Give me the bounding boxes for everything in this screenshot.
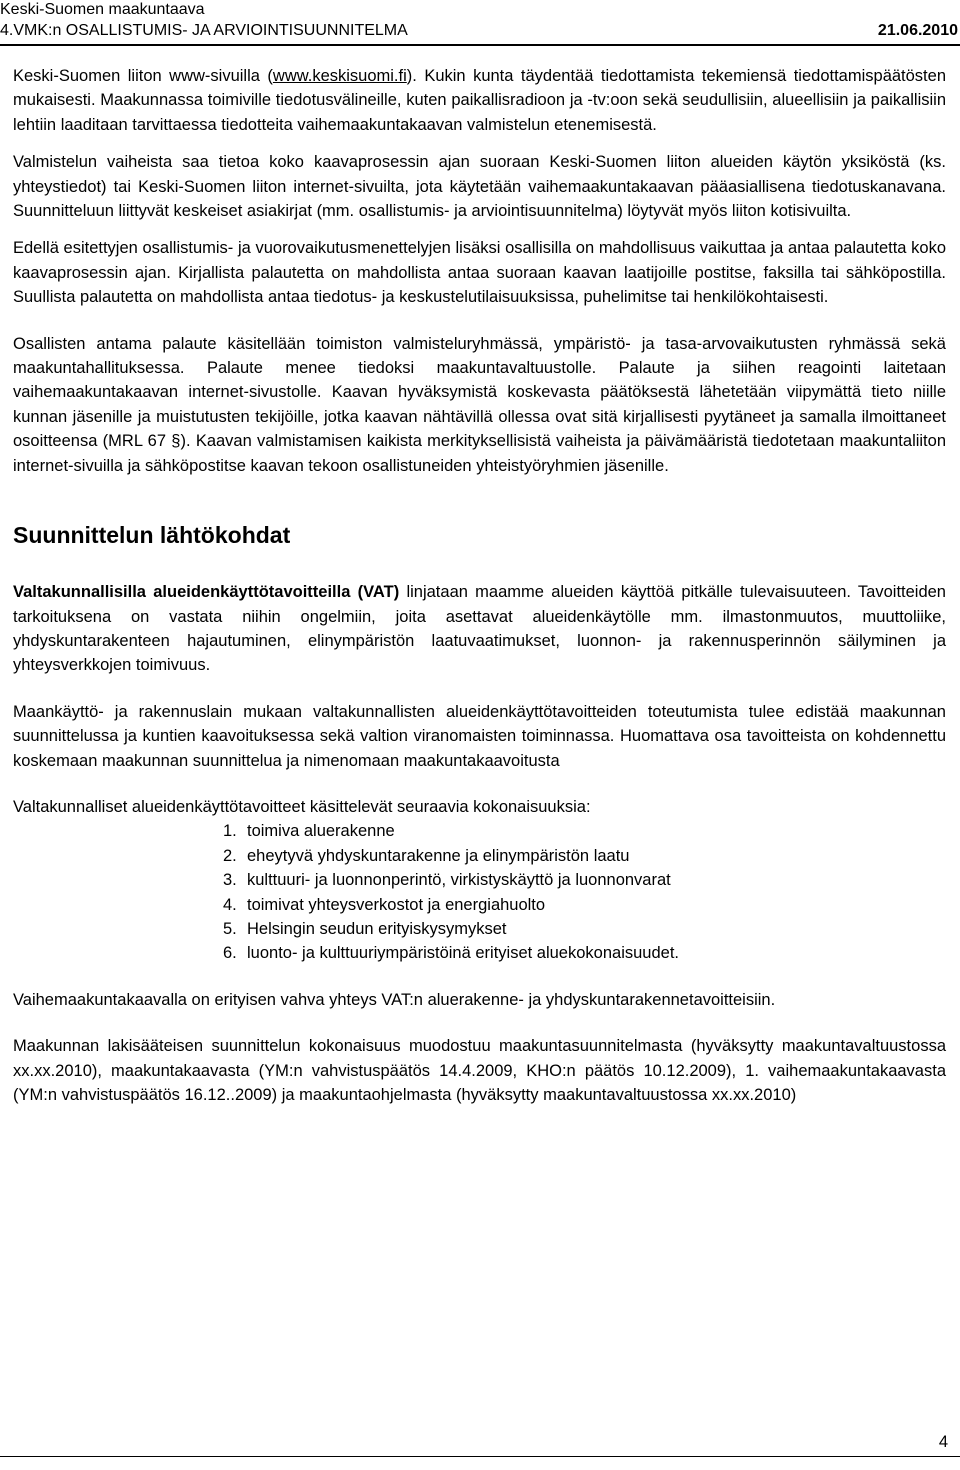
section-heading: Suunnittelun lähtökohdat (13, 522, 291, 549)
list-item (223, 893, 946, 917)
paragraph-goals-intro: Valtakunnalliset alueidenkäyttötavoitteet käsittelevät seuraavia kokonaisuuksia: (13, 797, 591, 816)
list-item-number: 3. (223, 871, 237, 890)
header-date: 21.06.2010 (877, 22, 958, 39)
paragraph-regional-planning: Maakunnan lakisääteisen suunnittelun kokonaisuus muodostuu maakuntasuunnitelmasta (hyväksytty maakuntavaltuustossa xx.xx.2010), maakuntakaavasta (YM:n vahvistuspäätös 14.4.2009, KHO:n päätös 10.12.2009), 1. vaihemaakuntakaavasta (YM:n vahvistuspäätös 16.12..2009) ja maakuntaohjelmasta (hyväksytty maakuntavaltuustossa xx.xx.2010) (13, 1037, 946, 1104)
paragraph-feedback-options: Edellä esitettyjen osallistumis- ja vuorovaikutusmenettelyjen lisäksi osallisilla on mahdollisuus vaikuttaa ja antaa palautetta koko kaavaprosessin ajan. Kirjallista palautetta on mahdollista antaa suoraan kaavan laatijoille postitse, faksilla tai sähköpostilla. Suullista palautetta on mahdollista antaa tiedotus- ja keskustelutilaisuuksissa, puhelimitse tai henkilökohtaisesti. (13, 239, 946, 307)
list-item (223, 844, 946, 868)
list-item-text: toimiva aluerakenne (247, 822, 395, 841)
paragraph-text: linjataan maamme alueiden käyttöä pitkälle tulevaisuuteen. Tavoitteiden tarkoituksena on vastata niihin ongelmiin, joita asettavat alueidenkäytölle mm. ilmastonmuutos, muuttoliike, yhdyskuntarakenteen hajautuminen, elinympäristön laatuvaatimukset, luonnon- ja rakennusperinnön säilyminen ja yhteysverkkojen toimivuus. (13, 583, 946, 675)
list-item-text: kulttuuri- ja luonnonperintö, virkistyskäyttö ja luonnonvarat (247, 871, 671, 890)
page-header (0, 0, 960, 46)
paragraph-feedback-handling: Osallisten antama palaute käsitellään toimiston valmisteluryhmässä, ympäristö- ja tasa-arvovaikutusten ryhmässä sekä maakuntahallituksessa. Palaute menee tiedoksi maakuntavaltuustolle. Palaute ja siihen reagointi laitetaan vaihemaakuntakaavan internet-sivustolle. Kaavan hyväksymistä koskevasta päätöksestä lähetetään viipymättä tieto niille kunnan jäsenille ja muistutusten tekijöille, jotka kaavan nähtävillä ollessa ovat sitä kirjallisesti pyytäneet ja samalla ilmoittaneet osoitteensa (MRL 67 §). Kaavan valmistamisen kaikista merkityksellisistä vaiheista ja päivämääristä tiedotetaan maakuntaliiton internet-sivuilla ja sähköpostitse kaavan tekoon osallistuneiden yhteistyöryhmien jäsenille. (13, 334, 946, 475)
list-item-text: toimivat yhteysverkostot ja energiahuolto (247, 895, 546, 914)
paragraph-vat-connection: Vaihemaakuntakaavalla on erityisen vahva yhteys VAT:n aluerakenne- ja yhdyskuntarakennetavoitteisiin. (13, 990, 776, 1009)
paragraph-land-use-law: Maankäyttö- ja rakennuslain mukaan valtakunnallisten alueidenkäyttötavoitteiden toteutumista tulee edistää maakunnan suunnittelussa ja kuntien kaavoituksessa sekä valtion viranomaisten toiminnassa. Huomattava osa tavoitteista on kohdennettu koskemaan maakunnan suunnittelua ja nimenomaan maakuntakaavoitusta (13, 702, 946, 770)
goals-list (13, 819, 946, 965)
paragraph-text: ). Kukin kunta täydentää tiedottamista tekemiensä tiedottamispäätösten mukaisesti. Maakunnassa toimiville tiedotusvälineille, kuten paikallisradioon ja -tv:oon sekä seudullisiin, alueellisiin ja paikallisiin lehtiin laaditaan tarvittaessa tiedotteita vaihemaakuntakaavan valmistelun etenemisestä. (13, 67, 946, 134)
list-item-number: 6. (223, 944, 237, 963)
list-item (223, 819, 946, 843)
list-item-number: 5. (223, 919, 237, 938)
list-item (223, 917, 946, 941)
list-item-text: luonto- ja kulttuuriympäristöinä erityiset aluekokonaisuudet. (247, 944, 679, 963)
page-number: 4 (938, 1433, 948, 1451)
header-divider (0, 44, 960, 46)
website-link[interactable]: www.keskisuomi.fi (272, 67, 407, 85)
list-item-number: 2. (223, 846, 237, 865)
list-item (223, 868, 946, 892)
footer-divider (0, 1456, 960, 1457)
list-item-text: eheytyvä yhdyskuntarakenne ja elinympäristön laatu (247, 846, 630, 865)
paragraph-text: Keski-Suomen liiton www-sivuilla ( (13, 67, 273, 85)
paragraph-vat-intro (13, 580, 946, 678)
list-item-text: Helsingin seudun erityiskysymykset (247, 919, 507, 938)
list-item-number: 1. (223, 822, 237, 841)
list-item-number: 4. (223, 895, 237, 914)
document-body (13, 64, 946, 1107)
paragraph-website-info (13, 64, 946, 137)
vat-bold-term: Valtakunnallisilla alueidenkäyttötavoitteilla (VAT) (13, 583, 400, 602)
list-item (223, 941, 946, 965)
paragraph-preparation-info: Valmistelun vaiheista saa tietoa koko kaavaprosessin ajan suoraan Keski-Suomen liiton alueiden käytön yksiköstä (ks. yhteystiedot) tai Keski-Suomen liiton internet-sivuilta, jota käytetään vaihemaakuntakaavan pääasiallisena tiedotuskanavana. Suunnitteluun liittyvät keskeiset asiakirjat (mm. osallistumis- ja arviointisuunnitelma) löytyvät myös liiton kotisivuilta. (13, 153, 946, 221)
header-organization: Keski-Suomen maakuntaava (0, 1, 205, 18)
header-document-title: 4.VMK:n OSALLISTUMIS- JA ARVIOINTISUUNNITELMA (0, 22, 408, 39)
